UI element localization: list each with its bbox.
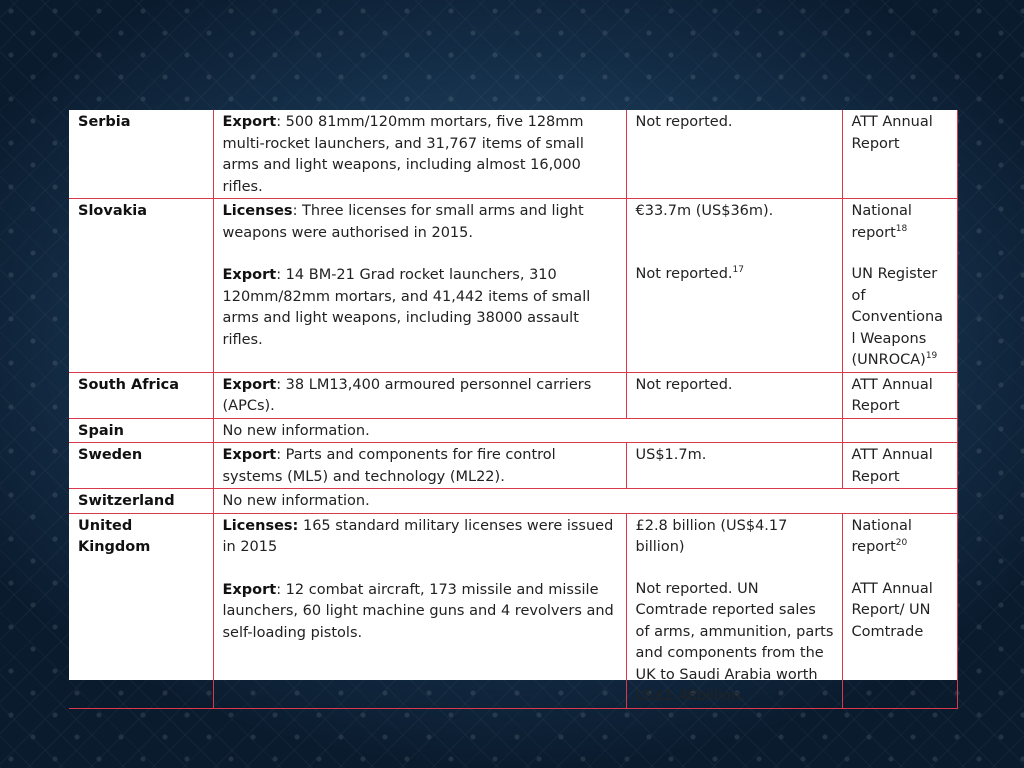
source-cell [842, 443, 957, 489]
licenses-text: 165 standard military licenses were issued in 2015 [222, 517, 614, 555]
export-label: Export [222, 267, 277, 283]
value-cell [626, 199, 842, 373]
country-name: Switzerland [78, 493, 175, 509]
export-label: Export [222, 447, 277, 463]
table-row [69, 513, 957, 708]
source-text: National report [851, 203, 912, 241]
footnote-marker: 17 [732, 265, 744, 276]
export-text: : 14 BM-21 Grad rocket launchers, 310 120mm/82mm mortars, and 41,442 items of small arms and light weapons, including 38000 assault rifles. [222, 267, 591, 348]
value-cell [626, 110, 842, 199]
export-label: Export [222, 581, 277, 598]
value-text: US$1.7m. [635, 447, 707, 463]
source-text: ATT Annual Report [851, 114, 933, 152]
details-cell [213, 372, 626, 418]
table-row [69, 199, 957, 373]
value-cell [626, 443, 842, 489]
country-name: Spain [78, 422, 124, 439]
country-cell [69, 110, 213, 199]
country-name: United Kingdom [78, 517, 151, 555]
footnote-marker: 18 [895, 223, 908, 234]
export-text: : 500 81mm/120mm mortars, five 128mm multi-rocket launchers, and 31,767 items of small arms and light weapons, including almost 16,000 rifles. [222, 114, 584, 195]
export-label: Export [222, 376, 277, 393]
licenses-text: : Three licenses for small arms and light weapons were authorised in 2015. [222, 203, 584, 241]
source-cell [842, 418, 957, 443]
source-text: ATT Annual Report/ UN Comtrade [851, 580, 933, 640]
table-row [69, 110, 957, 199]
country-name: South Africa [78, 376, 180, 393]
details-cell [213, 418, 842, 443]
export-label: Export [222, 114, 277, 130]
value-text: €33.7m (US$36m). [635, 203, 774, 219]
value-text: Not reported. UN Comtrade reported sales of arms, ammunition, parts and components from the UK to Saudi Arabia worth US$1.46billion. [635, 580, 834, 704]
country-cell [69, 513, 213, 708]
source-cell [842, 199, 957, 373]
value-text: Not reported. [635, 114, 733, 130]
source-text: UN Register of Conventiona l Weapons (UNROCA) [851, 266, 944, 368]
export-text: : 38 LM13,400 armoured personnel carriers (APCs). [222, 376, 592, 414]
source-text: National report [851, 517, 912, 555]
table-row [69, 372, 957, 418]
value-cell [626, 372, 842, 418]
country-name: Slovakia [78, 203, 148, 219]
country-cell [69, 199, 213, 373]
country-cell [69, 372, 213, 418]
no-info-text: No new information. [222, 493, 370, 509]
licenses-label: Licenses [222, 203, 293, 219]
details-cell [213, 513, 626, 708]
value-cell [626, 513, 842, 708]
export-text: : 12 combat aircraft, 173 missile and missile launchers, 60 light machine guns and 4 revolvers and self-loading pistols. [222, 581, 614, 641]
details-cell [213, 489, 957, 514]
value-text: Not reported. [635, 376, 733, 393]
country-name: Serbia [78, 114, 131, 130]
value-text: Not reported. [635, 266, 733, 282]
country-cell [69, 443, 213, 489]
arms-export-table [69, 110, 957, 704]
source-cell [842, 110, 957, 199]
country-cell [69, 418, 213, 443]
licenses-label: Licenses: [222, 517, 299, 534]
source-text: ATT Annual Report [851, 447, 933, 485]
export-text: : Parts and components for fire control systems (ML5) and technology (ML22). [222, 447, 556, 485]
no-info-text: No new information. [222, 422, 370, 439]
source-cell [842, 513, 957, 708]
table-row [69, 443, 957, 489]
details-cell [213, 110, 626, 199]
country-name: Sweden [78, 447, 143, 463]
source-text: ATT Annual Report [851, 376, 933, 414]
country-cell [69, 489, 213, 514]
table-row [69, 489, 957, 514]
table [69, 110, 958, 709]
details-cell [213, 199, 626, 373]
footnote-marker: 20 [895, 538, 908, 549]
source-cell [842, 372, 957, 418]
footnote-marker: 19 [925, 351, 938, 362]
details-cell [213, 443, 626, 489]
table-row [69, 418, 957, 443]
value-text: £2.8 billion (US$4.17 billion) [635, 517, 788, 555]
